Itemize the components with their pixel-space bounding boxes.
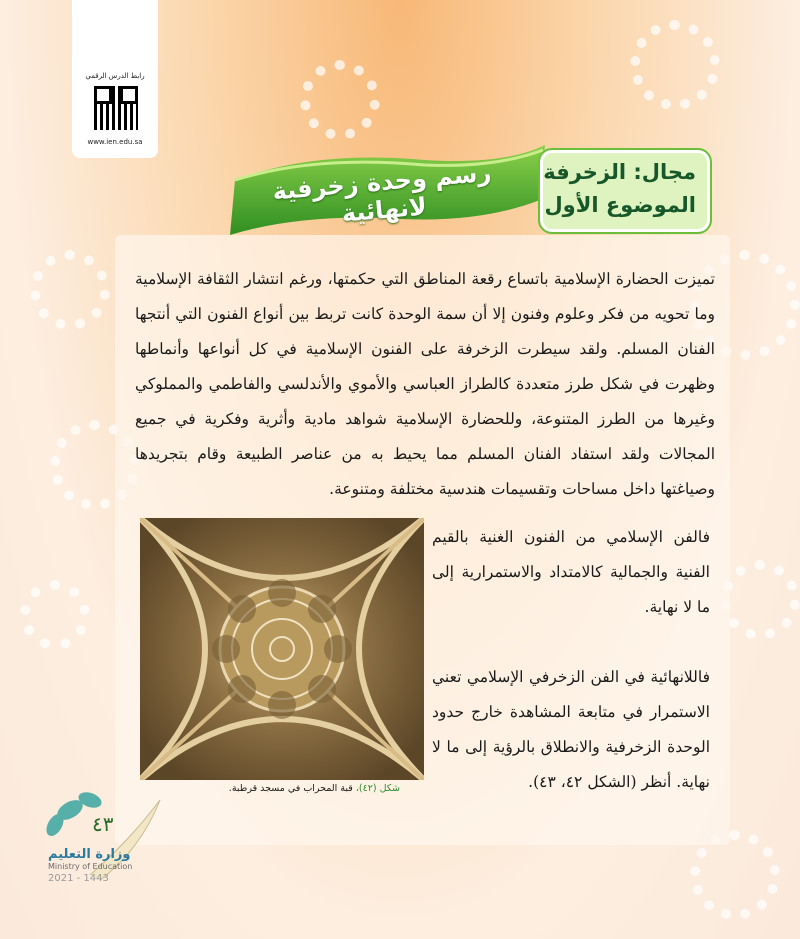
qr-panel <box>72 0 158 158</box>
intro-paragraph: تميزت الحضارة الإسلامية باتساع رقعة المناطق التي حكمتها، ورغم انتشار الثقافة الإسلامية وما تحويه من فكر وعلوم وفنون إلا أن سمة الوحدة كانت تربط بين أنواع الفنون التي أنتجها الفنان المسلم. ولقد سيطرت الزخرفة على الفنون الإسلامية في كل أنواعها وأنماطها وظهرت في شكل طرز متعددة كالطراز العباسي والأموي والأندلسي والفاطمي والمملوكي وغيرها من الطرز المتنوعة، وللحضارة الإسلامية شواهد مادية وأثرية وفكرية في جميع المجالات ولقد استفاد الفنان المسلم مما يحيط به من عناصر الطبيعة وقام بتجريدها وصياغتها داخل مساحات وتقسيمات هندسية مختلفة ومتنوعة. <box>135 270 715 498</box>
ministry-name-english: Ministry of Education <box>48 862 133 871</box>
ministry-name-arabic: وزارة التعليم <box>48 847 131 862</box>
decorative-flower <box>20 580 90 650</box>
decorative-flower <box>720 560 800 640</box>
figure-caption <box>190 783 400 794</box>
decorative-flower <box>300 60 380 140</box>
dome-photo <box>140 518 424 780</box>
figure-caption-text: قبة المحراب في مسجد قرطبة. <box>228 783 356 794</box>
decorative-flower <box>630 20 720 110</box>
field-label: مجال: الزخرفة <box>543 160 696 184</box>
lesson-title: رسم وحدة زخرفية لانهائية <box>271 158 493 228</box>
qr-code-icon[interactable] <box>94 86 138 130</box>
topic-label: الموضوع الأول <box>544 193 696 217</box>
third-paragraph: فاللانهائية في الفن الزخرفي الإسلامي تعني الاستمرار في متابعة المشاهدة خارج حدود الوحدة الزخرفية والانطلاق بالرؤية إلى ما لا نهاية. أنظر (الشكل ٤٢، ٤٣). <box>432 668 710 791</box>
qr-url[interactable]: www.ien.edu.sa <box>87 138 143 146</box>
qr-label: رابط الدرس الرقمي <box>85 72 145 80</box>
field-box <box>538 148 712 234</box>
edition-year: 2021 - 1443 <box>48 873 109 884</box>
decorative-flower <box>30 250 110 330</box>
figure-label: شكل (٤٢)، <box>355 783 400 794</box>
page-number: ٤٣ <box>92 812 114 836</box>
second-paragraph: فالفن الإسلامي من الفنون الغنية بالقيم الفنية والجمالية كالامتداد والاستمرارية إلى ما لا نهاية. <box>432 528 710 616</box>
